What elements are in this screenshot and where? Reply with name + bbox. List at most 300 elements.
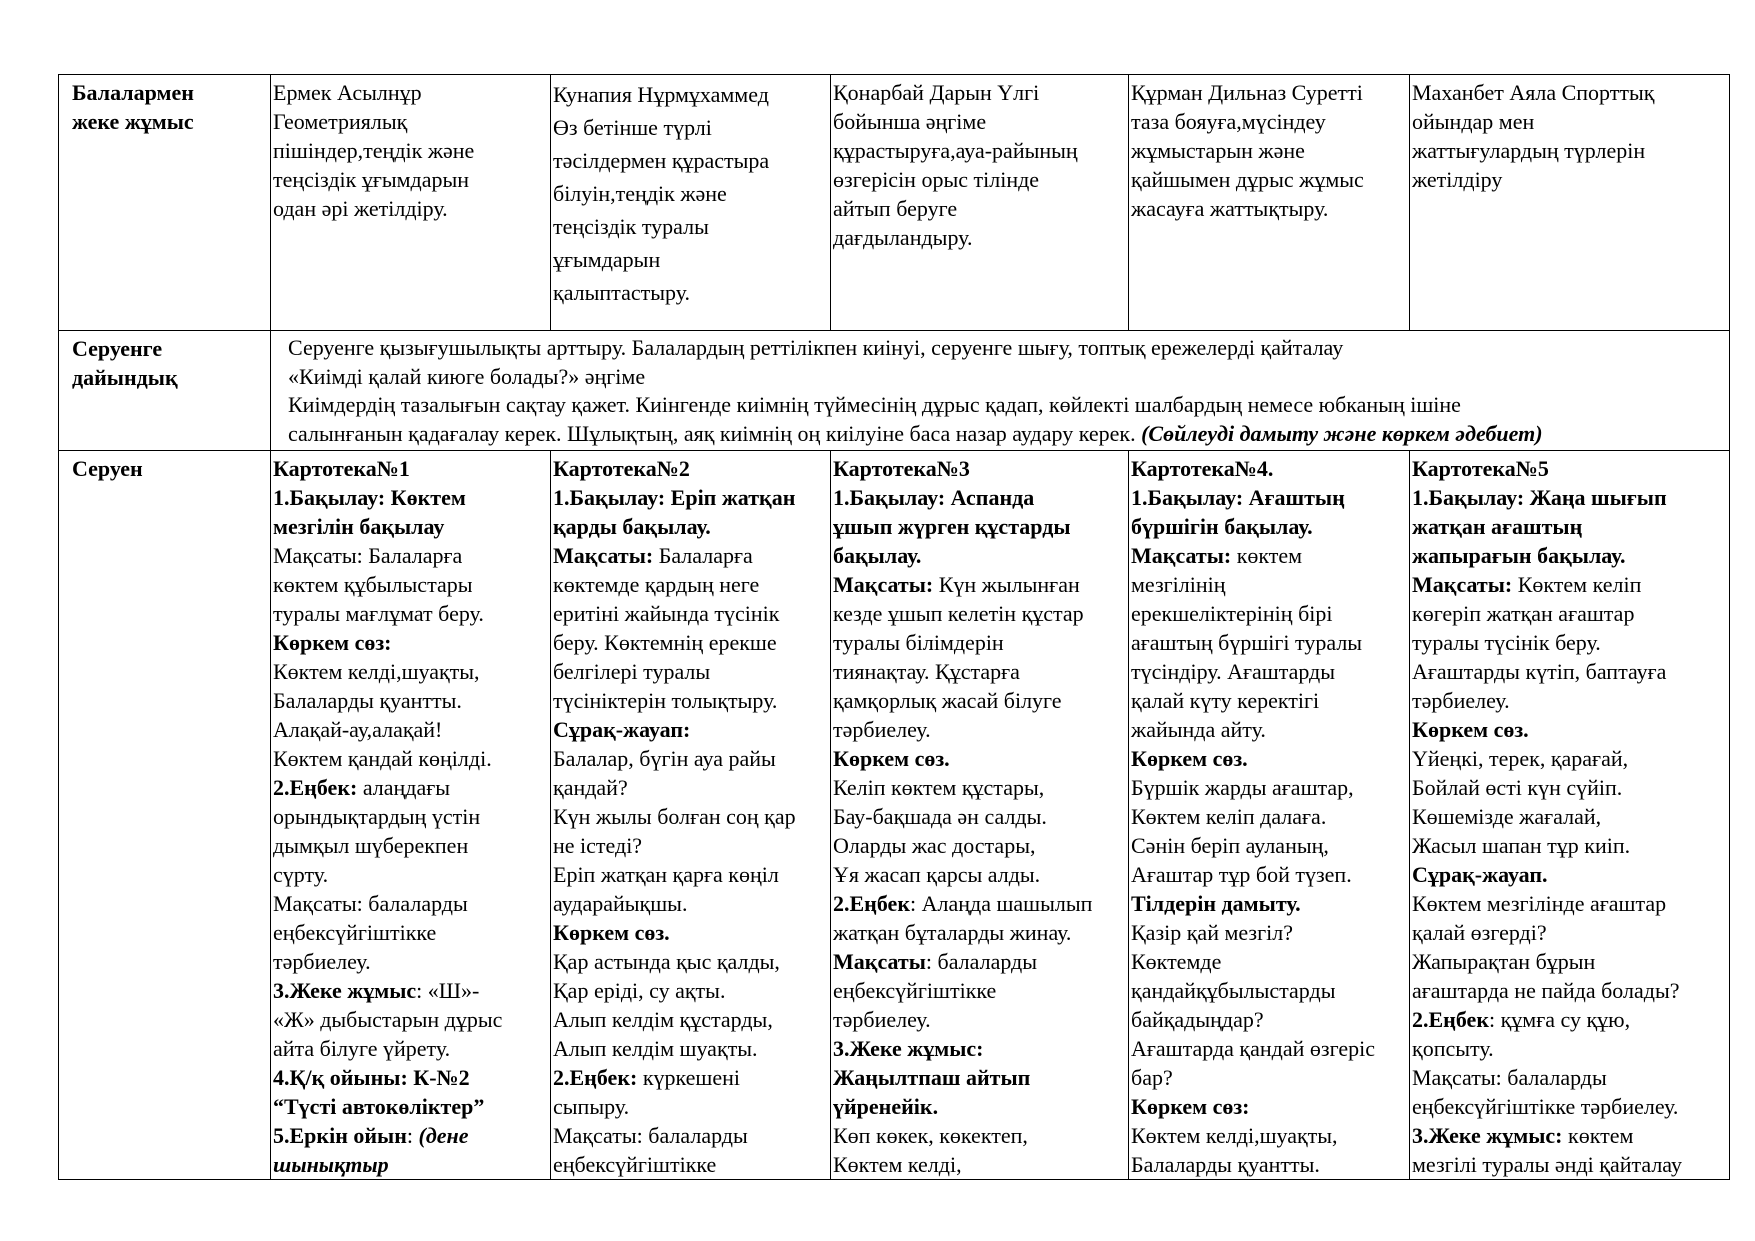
label-line: Серуенге (72, 336, 163, 361)
walk-card-4 (1129, 451, 1410, 1180)
text-line (1131, 512, 1407, 541)
text-run: Үйеңкі, терек, қарағай, (1412, 746, 1629, 771)
text-line (1131, 860, 1407, 889)
text-run: Сұрақ-жауап. (1412, 862, 1548, 887)
text-run: қопсыту. (1412, 1036, 1494, 1061)
text-run: еңбексүйгіштікке тәрбиелеу. (1412, 1094, 1679, 1119)
text-run: Мақсаты: Балаларға (273, 543, 463, 568)
text-line (1131, 831, 1407, 860)
text-line (1131, 1034, 1407, 1063)
text-line (553, 657, 828, 686)
text-line: жетілдіру (1412, 167, 1503, 192)
text-line (273, 831, 548, 860)
text-line: теңсіздік туралы (553, 214, 709, 239)
text-line (833, 860, 1126, 889)
text-run: бүршігін бақылау. (1131, 514, 1313, 539)
text-run: Картотека№1 (273, 456, 410, 481)
text-run: Еріп жатқан қарға көңіл (553, 862, 779, 887)
text-run: : «Ш»- (416, 978, 480, 1003)
text-run: жапырағын бақылау. (1412, 543, 1626, 568)
text-line (553, 773, 828, 802)
text-run: айта білуге үйрету. (273, 1036, 451, 1061)
text-line (833, 889, 1126, 918)
text-line (1131, 1063, 1407, 1092)
text-line (833, 599, 1126, 628)
text-line (833, 918, 1126, 947)
walk-preparation-content (271, 331, 1730, 451)
text-line (1131, 802, 1407, 831)
text-line (553, 889, 828, 918)
text-line (553, 599, 828, 628)
text-run: 5.Еркін ойын (273, 1123, 407, 1148)
text-line (273, 1063, 548, 1092)
text-line (553, 1063, 828, 1092)
text-line (273, 715, 548, 744)
text-run: Картотека№3 (833, 456, 970, 481)
text-line (1412, 860, 1727, 889)
text-run: Ағаштар тұр бой түзеп. (1131, 862, 1352, 887)
text-run: көктем (1562, 1123, 1634, 1148)
text-line (833, 715, 1126, 744)
text-run: салынғанын қадағалау керек. Шұлықтың, аяқ киімнің оң киілуіне баса назар аудару керек. (288, 420, 1142, 446)
text-line (273, 889, 548, 918)
text-line (553, 860, 828, 889)
text-line: ұғымдарын (553, 247, 661, 272)
label-walk (59, 451, 271, 1180)
text-line (553, 1121, 828, 1150)
text-run: 1.Бақылау: Ағаштың (1131, 485, 1345, 510)
text-run: 3.Жеке жұмыс: (1412, 1123, 1563, 1148)
label-line: Серуен (72, 456, 143, 481)
text-line (553, 715, 828, 744)
text-line: жұмыстарын және (1131, 138, 1305, 163)
label-walk-preparation (59, 331, 271, 451)
text-run: тиянақтау. Құстарға (833, 659, 1020, 684)
text-run: орындықтардың үстін (273, 804, 481, 829)
text-run: күркешені (637, 1065, 741, 1090)
text-run: 1.Бақылау: Аспанда (833, 485, 1035, 510)
cell-individual-work-5 (1410, 75, 1730, 331)
text-line (833, 1121, 1126, 1150)
text-line: тәсілдермен құрастыра (553, 148, 770, 173)
text-run: қалай өзгерді? (1412, 920, 1547, 945)
text-line (1131, 686, 1407, 715)
walk-card-2 (551, 451, 831, 1180)
text-run: үйренейік. (833, 1094, 939, 1119)
text-line (273, 802, 548, 831)
text-line: теңсіздік ұғымдарын (273, 167, 470, 192)
text-line (273, 1092, 548, 1121)
text-line: «Киімді қалай киюге болады?» әңгіме (288, 363, 646, 389)
text-line (833, 512, 1126, 541)
text-line (833, 1005, 1126, 1034)
text-run: еңбексүйгіштікке (833, 978, 997, 1003)
text-run: 2.Еңбек (1412, 1007, 1489, 1032)
text-line (1412, 628, 1727, 657)
text-run: Сұрақ-жауап: (553, 717, 691, 742)
text-run: Картотека№2 (553, 456, 690, 481)
text-line (833, 1063, 1126, 1092)
text-line (1412, 744, 1727, 773)
text-run: Бау-бақшада ән салды. (833, 804, 1047, 829)
text-line (1412, 1121, 1727, 1150)
text-line (273, 599, 548, 628)
text-run: көктем құбылыстары (273, 572, 473, 597)
lesson-plan-table (58, 74, 1730, 1180)
text-run: Алып келдім құстарды, (553, 1007, 773, 1032)
text-line (1131, 483, 1407, 512)
text-line (1412, 512, 1727, 541)
text-run: : балаларды (925, 949, 1038, 974)
text-run: Балаларды қуантты. (1131, 1152, 1320, 1177)
text-run: Көркем сөз. (833, 746, 950, 771)
text-run: 2.Еңбек: (273, 775, 358, 800)
text-run: туралы түсінік беру. (1412, 630, 1601, 655)
subject-note: (Сөйлеуді дамыту және көркем әдебиет) (1141, 420, 1543, 446)
text-line (273, 512, 548, 541)
text-line (1131, 1121, 1407, 1150)
text-line (1412, 1005, 1727, 1034)
text-line: Геометриялық (273, 109, 408, 134)
text-line: қайшымен дұрыс жұмыс (1131, 167, 1364, 192)
text-run: Қар астында қыс қалды, (553, 949, 780, 974)
text-line (833, 454, 1126, 483)
text-run: Сәнін беріп ауланың, (1131, 833, 1329, 858)
text-line (1412, 1063, 1727, 1092)
text-run: еңбексүйгіштікке (553, 1152, 717, 1177)
text-line: Өз бетінше түрлі (553, 115, 712, 140)
walk-card-5 (1410, 451, 1730, 1180)
row-walk-preparation (59, 331, 1730, 451)
text-line (1131, 1005, 1407, 1034)
text-line (273, 1121, 548, 1150)
text-line (553, 1150, 828, 1179)
text-run: мезгілінің (1131, 572, 1226, 597)
text-run: жатқан ағаштың (1412, 514, 1583, 539)
text-line (273, 628, 548, 657)
text-line (1131, 1092, 1407, 1121)
text-line: құрастыруға,ауа-райының (833, 138, 1078, 163)
text-run: Көктем қандай көңілді. (273, 746, 492, 771)
text-line (273, 947, 548, 976)
text-line (1412, 1034, 1727, 1063)
text-line (1412, 918, 1727, 947)
text-line (833, 1092, 1126, 1121)
text-run: Мақсаты: (1412, 572, 1513, 597)
text-run: Қар еріді, су ақты. (553, 978, 726, 1003)
text-line (273, 657, 548, 686)
text-line: таза бояуға,мүсіндеу (1131, 109, 1326, 134)
text-line: өзгерісін орыс тілінде (833, 167, 1040, 192)
text-run: Күн жылынған (933, 572, 1080, 597)
text-line (1131, 657, 1407, 686)
text-run: Картотека№4. (1131, 456, 1274, 481)
text-run: Балалар, бүгін ауа райы (553, 746, 776, 771)
text-run: дымқыл шүберекпен (273, 833, 469, 858)
text-run: Көшемізде жағалай, (1412, 804, 1602, 829)
text-run: 3.Жеке жұмыс (273, 978, 417, 1003)
text-line: Құрман Дильназ Суретті (1131, 80, 1363, 105)
text-run: : құмға су құю, (1489, 1007, 1631, 1032)
text-run: Мақсаты: балаларды (273, 891, 468, 916)
text-run: 1.Бақылау: Жаңа шығып (1412, 485, 1667, 510)
text-line (833, 976, 1126, 1005)
text-run: шынықтыр (273, 1152, 389, 1177)
row-walk (59, 451, 1730, 1180)
text-line (1412, 599, 1727, 628)
text-run: 1.Бақылау: Көктем (273, 485, 466, 510)
text-run: Көктем келді,шуақты, (273, 659, 480, 684)
text-line (273, 541, 548, 570)
text-run: туралы білімдерін (833, 630, 1004, 655)
text-line (553, 454, 828, 483)
text-line (1412, 1092, 1727, 1121)
text-line (1412, 889, 1727, 918)
text-line: айтып беруге (833, 196, 958, 221)
text-run: не істеді? (553, 833, 643, 858)
text-line: дағдыландыру. (833, 225, 973, 250)
text-line (1131, 947, 1407, 976)
text-line (273, 570, 548, 599)
text-line (553, 744, 828, 773)
text-line (1131, 889, 1407, 918)
text-run: Көктем келді, (833, 1152, 962, 1177)
text-run: «Ж» дыбыстарын дұрыс (273, 1007, 503, 1032)
text-run: қалай күту керектігі (1131, 688, 1320, 713)
text-line (553, 802, 828, 831)
text-line (1412, 773, 1727, 802)
text-run: Көктемде (1131, 949, 1222, 974)
text-line (288, 420, 1727, 449)
text-run: Балаларға (653, 543, 753, 568)
text-run: көгеріп жатқан ағаштар (1412, 601, 1635, 626)
text-run: қандайқұбылыстарды (1131, 978, 1336, 1003)
text-line (833, 483, 1126, 512)
text-line (1412, 570, 1727, 599)
text-line (273, 483, 548, 512)
text-run: Көктем келіп (1512, 572, 1642, 597)
text-line (553, 686, 828, 715)
text-run: ұшып жүрген құстарды (833, 514, 1071, 539)
text-line (553, 1034, 828, 1063)
text-line (553, 541, 828, 570)
text-run: Мақсаты: (1131, 543, 1232, 568)
text-line (273, 976, 548, 1005)
text-run: Мақсаты: балаларды (1412, 1065, 1607, 1090)
text-run: қарды бақылау. (553, 514, 711, 539)
text-run: Ұя жасап қарсы алды. (833, 862, 1041, 887)
label-individual-work (59, 75, 271, 331)
text-run: : Алаңда шашылып (910, 891, 1093, 916)
text-run: қандай? (553, 775, 628, 800)
text-line (553, 512, 828, 541)
text-run: Мақсаты (833, 949, 926, 974)
text-line (1131, 976, 1407, 1005)
text-line (553, 947, 828, 976)
text-run: Алақай-ау,алақай! (273, 717, 443, 742)
text-line (1412, 976, 1727, 1005)
text-line (273, 1150, 548, 1179)
text-run: Көркем сөз. (553, 920, 670, 945)
text-run: бар? (1131, 1065, 1173, 1090)
text-line (273, 454, 548, 483)
text-line (1131, 715, 1407, 744)
text-run: көктемде қардың неге (553, 572, 760, 597)
text-run: Күн жылы болған соң қар (553, 804, 796, 829)
text-run: тәрбиелеу. (833, 717, 931, 742)
text-run: : (406, 1123, 419, 1148)
walk-card-3 (831, 451, 1129, 1180)
text-line (1131, 918, 1407, 947)
text-line (833, 657, 1126, 686)
text-run: түсініктерін толықтыру. (553, 688, 778, 713)
text-run: (дене (418, 1123, 469, 1148)
text-line (553, 570, 828, 599)
text-run: Жаңылтпаш айтып (833, 1065, 1031, 1090)
text-line (833, 947, 1126, 976)
text-line (553, 628, 828, 657)
text-line (833, 773, 1126, 802)
text-line: пішіндер,теңдік және (273, 138, 475, 163)
text-run: Көктем келді,шуақты, (1131, 1123, 1338, 1148)
text-run: 2.Еңбек (833, 891, 910, 916)
text-run: 4.Қ/қ ойыны: К-№2 (273, 1065, 470, 1090)
text-line (833, 686, 1126, 715)
text-line (1131, 773, 1407, 802)
text-line (833, 802, 1126, 831)
text-line: Кунапия Нұрмұхаммед (553, 82, 769, 107)
text-run: жайында айту. (1131, 717, 1266, 742)
text-run: ағаштың бүршігі туралы (1131, 630, 1363, 655)
text-line (1131, 454, 1407, 483)
text-line (1131, 744, 1407, 773)
text-run: Көркем сөз: (273, 630, 392, 655)
row-individual-work (59, 75, 1730, 331)
text-line: жасауға жаттықтыру. (1131, 196, 1329, 221)
text-line (1412, 1150, 1727, 1179)
text-line (1412, 715, 1727, 744)
text-line (1412, 686, 1727, 715)
text-line: одан әрі жетілдіру. (273, 196, 448, 221)
text-line (1412, 657, 1727, 686)
text-run: беру. Көктемнің ерекше (553, 630, 777, 655)
text-line (1412, 802, 1727, 831)
text-line (553, 976, 828, 1005)
text-line: Қонарбай Дарын Үлгі (833, 80, 1040, 105)
text-run: аударайықшы. (553, 891, 688, 916)
text-run: мезгілі туралы әнді қайталау (1412, 1152, 1682, 1177)
text-line (833, 1150, 1126, 1179)
text-run: “Түсті автокөліктер” (273, 1094, 485, 1119)
text-run: бақылау. (833, 543, 922, 568)
text-line (1412, 947, 1727, 976)
label-line: жеке жұмыс (72, 109, 194, 134)
text-run: еритіні жайында түсінік (553, 601, 780, 626)
text-line: Маханбет Аяла Спорттық (1412, 80, 1655, 105)
text-line (1412, 483, 1727, 512)
text-line (1412, 454, 1727, 483)
text-run: Көктем мезгілінде ағаштар (1412, 891, 1667, 916)
text-run: байқадыңдар? (1131, 1007, 1264, 1032)
text-line: бойынша әңгіме (833, 109, 987, 134)
text-line: Серуенге қызығушылықты арттыру. Балалардың реттілікпен киінуі, серуенге шығу, топтық ережелерді қайталау (288, 335, 1344, 360)
text-run: Картотека№5 (1412, 456, 1549, 481)
text-run: Көркем сөз. (1412, 717, 1529, 742)
text-run: 3.Жеке жұмыс: (833, 1036, 984, 1061)
text-line: жаттығулардың түрлерін (1412, 138, 1646, 163)
text-run: тәрбиелеу. (1412, 688, 1510, 713)
text-run: көктем (1231, 543, 1303, 568)
text-line (1131, 599, 1407, 628)
text-line (553, 831, 828, 860)
cell-individual-work-2 (551, 75, 831, 331)
text-run: қамқорлық жасай білуге (833, 688, 1062, 713)
text-run: белгілері туралы (553, 659, 711, 684)
text-run: ерекшеліктерінің бірі (1131, 601, 1333, 626)
text-line (1131, 628, 1407, 657)
text-run: тәрбиелеу. (273, 949, 371, 974)
text-line (1412, 831, 1727, 860)
text-line (833, 570, 1126, 599)
cell-individual-work-3 (831, 75, 1129, 331)
walk-card-1 (271, 451, 551, 1180)
text-run: мезгілін бақылау (273, 514, 445, 539)
text-run: Бойлай өсті күн сүйіп. (1412, 775, 1623, 800)
text-run: Мақсаты: (553, 543, 654, 568)
text-line (553, 483, 828, 512)
text-run: Ағаштарды күтіп, баптауға (1412, 659, 1667, 684)
text-line: Киімдердің тазалығын сақтау қажет. Киінгенде киімнің түймесінің дұрыс қадап, көйлекті шалбардың немесе юбканың ішіне (288, 392, 1461, 417)
cell-individual-work-4 (1129, 75, 1410, 331)
text-run: Мақсаты: (833, 572, 934, 597)
text-run: еңбексүйгіштікке (273, 920, 437, 945)
text-run: алаңдағы (357, 775, 451, 800)
text-line (1412, 541, 1727, 570)
text-run: Мақсаты: балаларды (553, 1123, 748, 1148)
text-line (273, 686, 548, 715)
text-line (273, 744, 548, 773)
text-run: Алып келдім шуақты. (553, 1036, 758, 1061)
text-line (833, 744, 1126, 773)
text-line (833, 1034, 1126, 1063)
label-line: дайындық (72, 365, 178, 390)
text-run: Оларды жас достары, (833, 833, 1036, 858)
text-run: Тілдерін дамыту. (1131, 891, 1301, 916)
text-line (273, 860, 548, 889)
text-line (1131, 570, 1407, 599)
text-run: Көп көкек, көкектеп, (833, 1123, 1028, 1148)
text-run: Қазір қай мезгіл? (1131, 920, 1293, 945)
text-line: қалыптастыру. (553, 280, 690, 305)
text-run: Көркем сөз. (1131, 746, 1248, 771)
text-line (553, 1092, 828, 1121)
text-run: туралы мағлұмат беру. (273, 601, 484, 626)
text-line (833, 628, 1126, 657)
text-run: 2.Еңбек: (553, 1065, 638, 1090)
text-line: білуін,теңдік және (553, 181, 727, 206)
text-line (273, 773, 548, 802)
text-run: Жасыл шапан тұр киіп. (1412, 833, 1631, 858)
text-line (833, 541, 1126, 570)
text-run: түсіндіру. Ағаштарды (1131, 659, 1336, 684)
text-run: Келіп көктем құстары, (833, 775, 1045, 800)
text-line (553, 918, 828, 947)
text-line (833, 831, 1126, 860)
text-run: 1.Бақылау: Еріп жатқан (553, 485, 796, 510)
text-line (273, 918, 548, 947)
text-line (1131, 541, 1407, 570)
cell-individual-work-1 (271, 75, 551, 331)
